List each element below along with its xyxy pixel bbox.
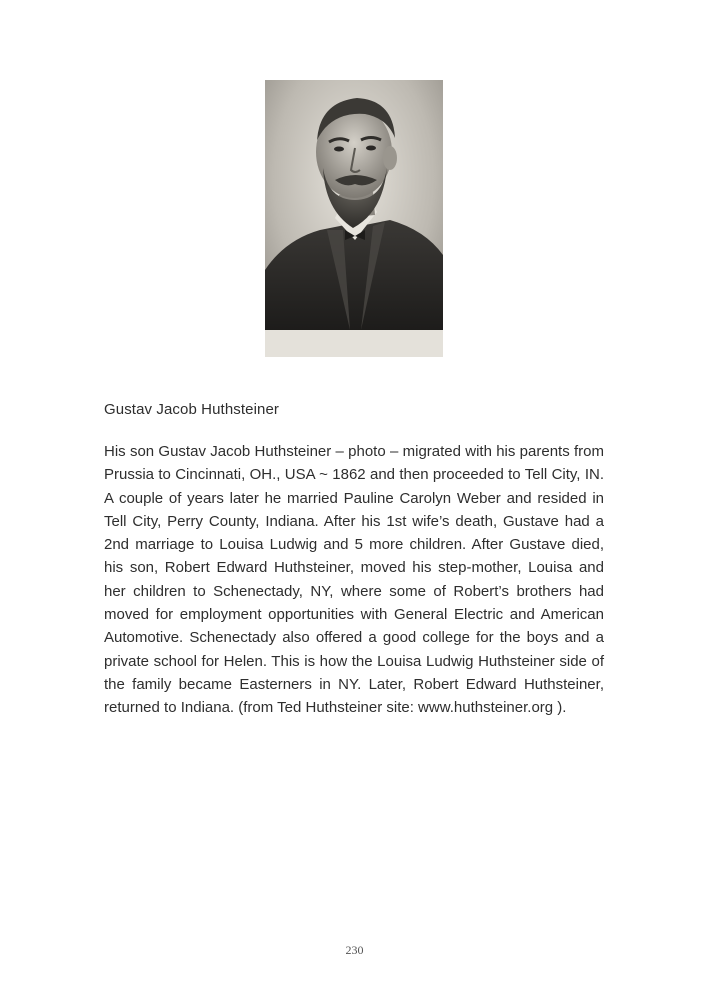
- portrait-image: [265, 80, 443, 357]
- page-number: 230: [345, 943, 364, 957]
- portrait-photo: [265, 80, 443, 357]
- body-paragraph: His son Gustav Jacob Huthsteiner – photo – migrated with his parents from Prussia to Cincinnati, OH., USA ~ 1862 and then proceeded to Tell City, IN. A couple of years later he married Pauline Carolyn Weber and resided in Tell City, Perry County, Indiana. After his 1st wife’s death, Gustave had a 2nd marriage to Louisa Ludwig and 5 more children. After Gustave died, his son, Robert Edward Huthsteiner, moved his step-mother, Louisa and her children to Schenectady, NY, where some of Robert’s brothers had moved for employment opportunities with General Electric and American Automotive. Schenectady also offered a good college for the boys and a private school for Helen. This is how the Louisa Ludwig Huthsteiner side of the family became Easterners in NY. Later, Robert Edward Huthsteiner, returned to Indiana. (from Ted Huthsteiner site: www.huthsteiner.org ).: [104, 443, 604, 717]
- figure-caption: Gustav Jacob Huthsteiner: [104, 401, 279, 418]
- signature-image: [265, 330, 443, 357]
